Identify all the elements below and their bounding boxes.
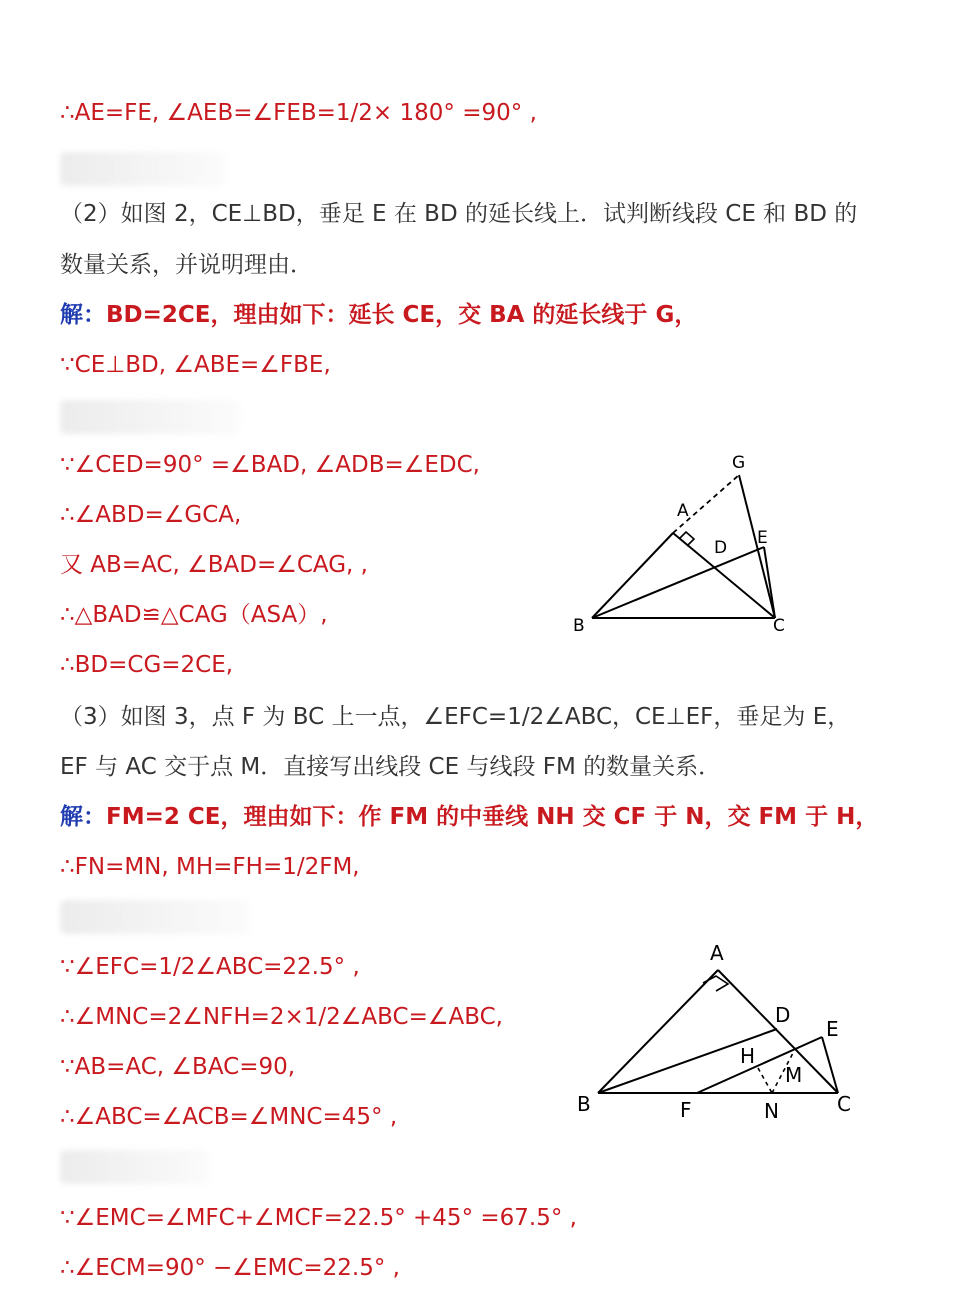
label-m: M bbox=[785, 1063, 803, 1087]
blurred-text bbox=[60, 152, 225, 186]
text-line: ∴AE=FE, ∠AEB=∠FEB=1/2× 180° =90° , bbox=[60, 100, 537, 126]
label-f: F bbox=[680, 1098, 692, 1122]
text-line: ∵∠CED=90° =∠BAD, ∠ADB=∠EDC, bbox=[60, 452, 480, 478]
label-d: D bbox=[714, 538, 728, 558]
blurred-text bbox=[60, 1150, 210, 1184]
text-line: ∴∠ABC=∠ACB=∠MNC=45° , bbox=[60, 1104, 398, 1130]
text-line: ∵∠EMC=∠MFC+∠MCF=22.5° +45° =67.5° , bbox=[60, 1205, 577, 1231]
text-line: ∵∠EFC=1/2∠ABC=22.5° , bbox=[60, 954, 360, 980]
dashed-segment-hn bbox=[758, 1068, 772, 1093]
question-2-line-2: 数量关系，并说明理由． bbox=[60, 252, 313, 278]
text-line: ∴∠ABD=∠GCA, bbox=[60, 502, 242, 528]
label-n: N bbox=[764, 1099, 779, 1123]
text-line: ∵CE⊥BD, ∠ABE=∠FBE, bbox=[60, 352, 331, 378]
figure-3-diagram bbox=[565, 935, 865, 1130]
segment-fe bbox=[697, 1037, 822, 1093]
label-b: B bbox=[577, 1092, 591, 1116]
blurred-text bbox=[60, 900, 250, 934]
label-c: C bbox=[837, 1092, 851, 1116]
text-line: ∴BD=CG=2CE, bbox=[60, 652, 234, 678]
label-e: E bbox=[826, 1017, 839, 1041]
label-c: C bbox=[773, 616, 785, 636]
text-line: ∴△BAD≌△CAG（ASA）, bbox=[60, 602, 328, 628]
solution-label: 解： bbox=[60, 804, 106, 830]
question-2-line-1: （2）如图 2，CE⊥BD，垂足 E 在 BD 的延长线上．试判断线段 CE 和 BD 的 bbox=[60, 201, 858, 227]
question-3-line-2: EF 与 AC 交于点 M．直接写出线段 CE 与线段 FM 的数量关系． bbox=[60, 754, 722, 780]
text-line: ∵AB=AC, ∠BAC=90, bbox=[60, 1054, 296, 1080]
blurred-text bbox=[60, 400, 240, 434]
right-angle-mark-a bbox=[703, 976, 728, 991]
label-a: A bbox=[677, 501, 689, 521]
label-a: A bbox=[710, 941, 724, 965]
text-line: ∴FN=MN, MH=FH=1/2FM, bbox=[60, 854, 360, 880]
question-3-line-1: （3）如图 3，点 F 为 BC 上一点，∠EFC=1/2∠ABC，CE⊥EF，垂足为 E， bbox=[60, 704, 851, 730]
label-g: G bbox=[732, 453, 746, 473]
text-line: 又 AB=AC, ∠BAD=∠CAG, , bbox=[60, 552, 368, 578]
label-d: D bbox=[775, 1003, 791, 1027]
label-b: B bbox=[573, 616, 585, 636]
answer-2-text: BD=2CE，理由如下：延长 CE，交 BA 的延长线于 G， bbox=[106, 302, 698, 328]
label-h: H bbox=[740, 1044, 756, 1068]
segment-ba bbox=[592, 533, 673, 618]
text-line: ∴∠ECM=90° −∠EMC=22.5° , bbox=[60, 1255, 400, 1281]
answer-2-heading bbox=[60, 300, 697, 330]
label-e: E bbox=[757, 528, 768, 548]
solution-label: 解： bbox=[60, 302, 106, 328]
answer-3-heading bbox=[60, 802, 878, 832]
figure-2-diagram bbox=[560, 445, 800, 645]
segment-ba bbox=[598, 970, 718, 1093]
segment-be bbox=[592, 547, 764, 618]
text-line: ∴∠MNC=2∠NFH=2×1/2∠ABC=∠ABC, bbox=[60, 1004, 503, 1030]
answer-3-text: FM=2 CE，理由如下：作 FM 的中垂线 NH 交 CF 于 N，交 FM 于 H， bbox=[106, 804, 879, 830]
